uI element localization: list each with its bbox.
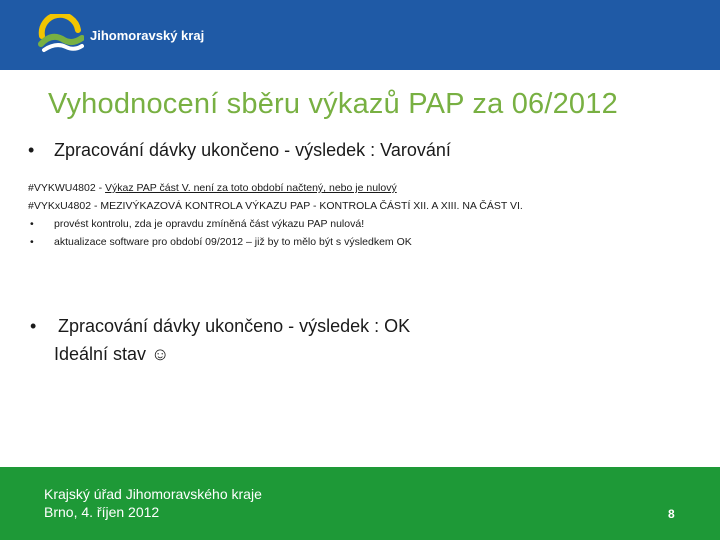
page-title: Vyhodnocení sběru výkazů PAP za 06/2012: [48, 88, 618, 120]
warning-line-2: #VYKxU4802 - MEZIVÝKAZOVÁ KONTROLA VÝKAZU PAP - KONTROLA ČÁSTÍ XII. A XIII. NA ČÁST VI.: [28, 200, 523, 212]
jihomoravsky-kraj-logo-icon: [38, 14, 84, 54]
brand-name: Jihomoravský kraj: [90, 28, 205, 43]
action-item-2: aktualizace software pro období 09/2012 – již by to mělo být s výsledkem OK: [54, 236, 412, 248]
footer-text: [44, 485, 262, 521]
header-band: [0, 0, 720, 70]
footer-office: Krajský úřad Jihomoravského kraje: [44, 486, 262, 502]
bullet-dot: •: [28, 140, 35, 160]
bullet-dot: •: [30, 316, 37, 336]
warning-line-1: [28, 182, 397, 194]
section2-heading-line2: Ideální stav ☺: [54, 344, 170, 364]
section1-heading: Zpracování dávky ukončeno - výsledek : Varování: [54, 140, 451, 160]
sub-bullet-dot: •: [30, 236, 34, 248]
page-number: 8: [668, 507, 675, 521]
action-item-1: provést kontrolu, zda je opravdu zmíněná část výkazu PAP nulová!: [54, 218, 365, 230]
warning-text-1: Výkaz PAP část V. není za toto období načtený, nebo je nulový: [105, 182, 397, 194]
warning-code-1: #VYKWU4802 -: [28, 182, 106, 194]
section2-heading-line1: Zpracování dávky ukončeno - výsledek : OK: [58, 316, 411, 336]
sub-bullet-dot: •: [30, 218, 34, 230]
footer-date: Brno, 4. říjen 2012: [44, 504, 160, 520]
